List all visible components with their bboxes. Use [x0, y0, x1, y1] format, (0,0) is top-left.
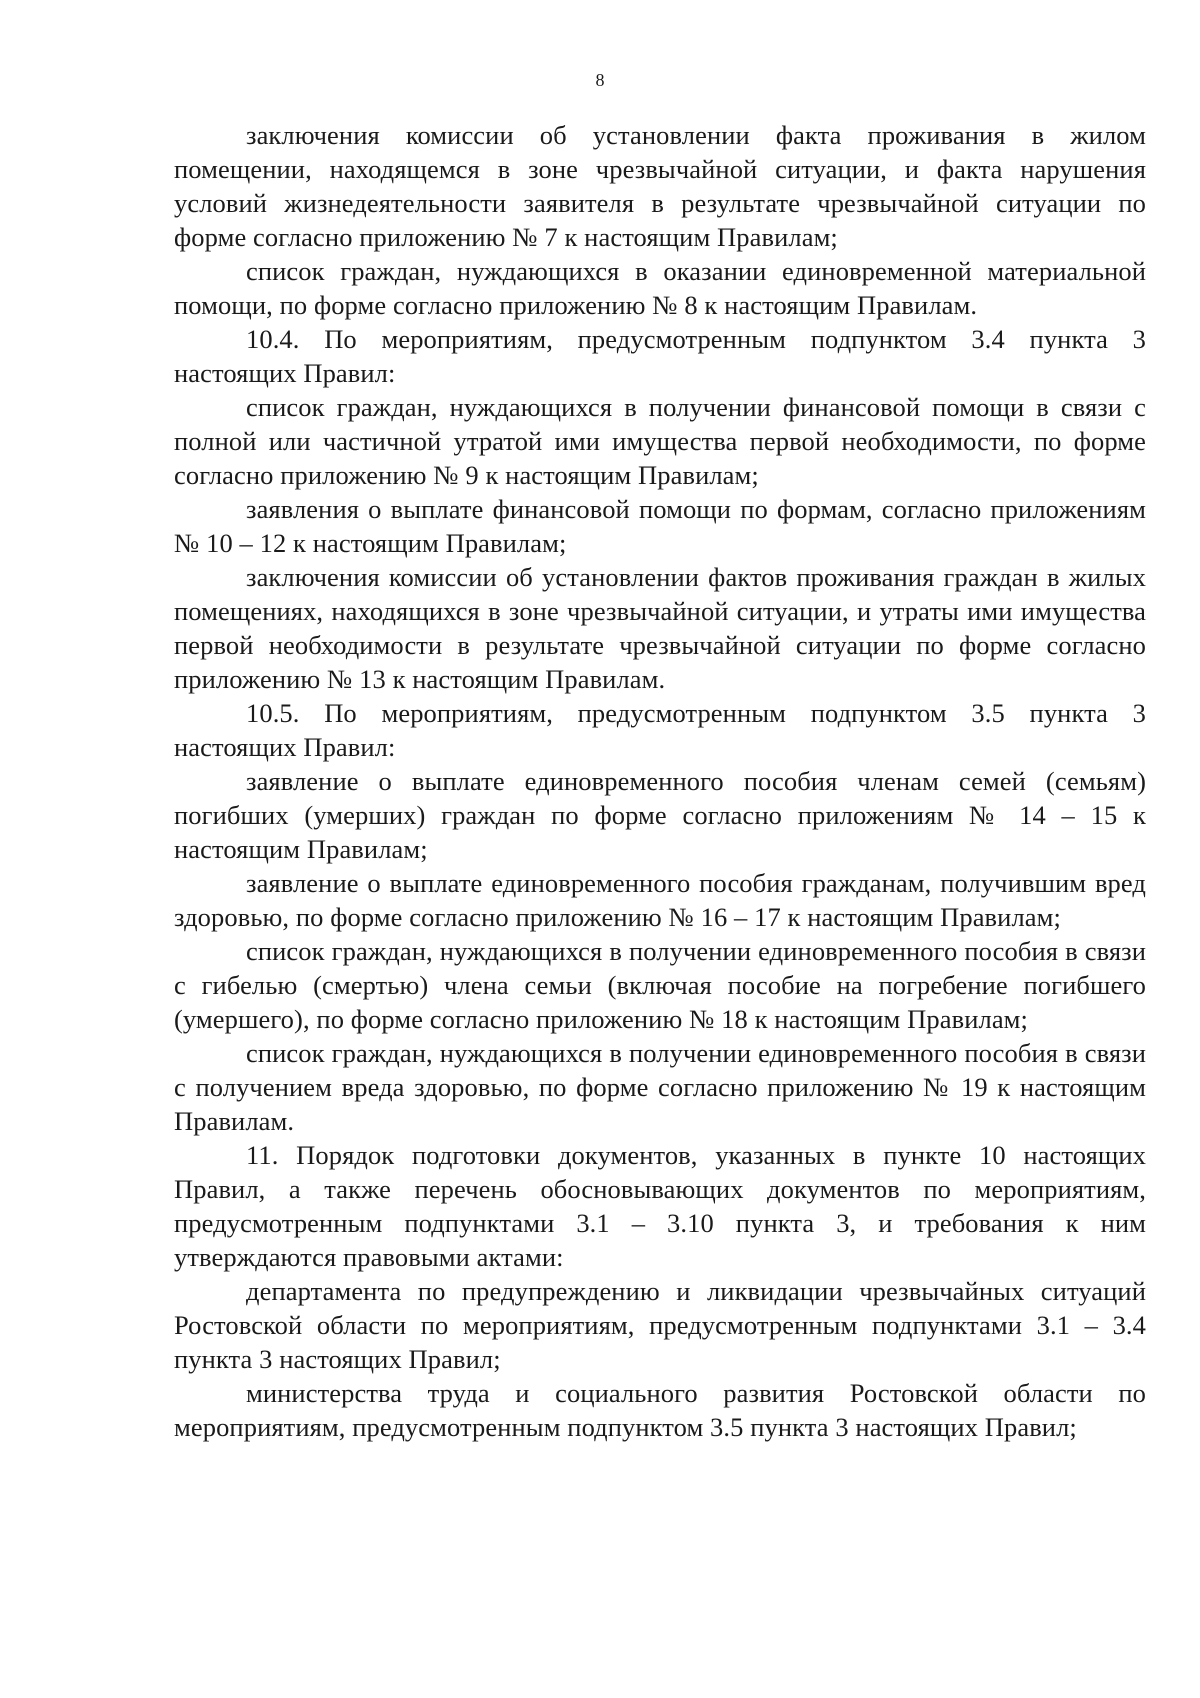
paragraph-11-procedure: 11. Порядок подготовки документов, указанных в пункте 10 настоящих Правил, а также перечень обосновывающих документов по мероприятиям, предусмотренным подпунктами 3.1 – 3.10 пункта 3, и требования к ним утверждаются правовыми актами:: [174, 1140, 1146, 1272]
paragraph-application-health-harm: заявление о выплате единовременного пособия гражданам, получившим вред здоровью, по форме согласно приложению № 16 – 17 к настоящим Правилам;: [174, 868, 1146, 932]
paragraph-list-financial-aid: список граждан, нуждающихся в получении финансовой помощи в связи с полной или частичной утратой ими имущества первой необходимости, по форме согласно приложению № 9 к настоящим Правилам;: [174, 392, 1146, 490]
paragraph-10-5-heading: 10.5. По мероприятиям, предусмотренным подпунктом 3.5 пункта 3 настоящих Правил:: [174, 698, 1146, 762]
paragraph-conclusion-residence-violation: заключения комиссии об установлении факта проживания в жилом помещении, находящемся в зоне чрезвычайной ситуации, и факта нарушения условий жизнедеятельности заявителя в результате чрезвычайной ситуации по форме согласно приложению № 7 к настоящим Правилам;: [174, 120, 1146, 252]
paragraph-list-health-allowance: список граждан, нуждающихся в получении единовременного пособия в связи с получением вреда здоровью, по форме согласно приложению № 19 к настоящим Правилам.: [174, 1038, 1146, 1136]
paragraph-list-death-allowance: список граждан, нуждающихся в получении единовременного пособия в связи с гибелью (смертью) члена семьи (включая пособие на погребение погибшего (умершего), по форме согласно приложению № 18 к настоящим Правилам;: [174, 936, 1146, 1034]
paragraph-ministry-labour: министерства труда и социального развития Ростовской области по мероприятиям, предусмотренным подпунктом 3.5 пункта 3 настоящих Правил;: [174, 1378, 1146, 1442]
paragraph-application-family-allowance: заявление о выплате единовременного пособия членам семей (семьям) погибших (умерших) граждан по форме согласно приложениям № 14 – 15 к настоящим Правилам;: [174, 766, 1146, 864]
paragraph-applications-financial-aid: заявления о выплате финансовой помощи по формам, согласно приложениям № 10 – 12 к настоящим Правилам;: [174, 494, 1146, 558]
paragraph-conclusion-property-loss: заключения комиссии об установлении фактов проживания граждан в жилых помещениях, находящихся в зоне чрезвычайной ситуации, и утраты ими имущества первой необходимости в результате чрезвычайной ситуации по форме согласно приложению № 13 к настоящим Правилам.: [174, 562, 1146, 694]
document-body: [174, 118, 1146, 1444]
paragraph-department-emergencies: департамента по предупреждению и ликвидации чрезвычайных ситуаций Ростовской области по мероприятиям, предусмотренным подпунктами 3.1 – 3.4 пункта 3 настоящих Правил;: [174, 1276, 1146, 1374]
paragraph-list-material-aid: список граждан, нуждающихся в оказании единовременной материальной помощи, по форме согласно приложению № 8 к настоящим Правилам.: [174, 256, 1146, 320]
paragraph-10-4-heading: 10.4. По мероприятиям, предусмотренным подпунктом 3.4 пункта 3 настоящих Правил:: [174, 324, 1146, 388]
page-number: 8: [595, 70, 605, 90]
